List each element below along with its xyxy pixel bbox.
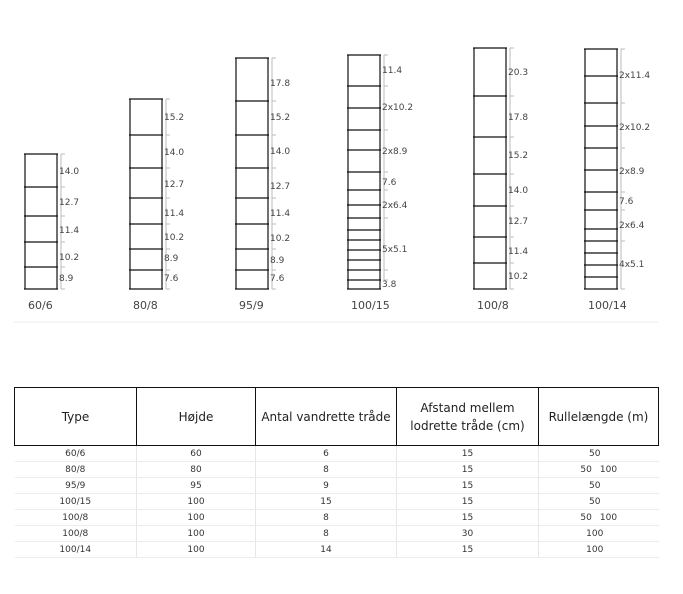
spec-table	[14, 387, 659, 558]
spacing-label: 14.0	[508, 186, 529, 196]
table-row	[15, 462, 659, 478]
fence-type-label: 100/15	[351, 299, 390, 312]
roll-value-2: 100	[599, 512, 618, 523]
col-header-height: Højde	[137, 388, 256, 446]
spacing-label: 11.4	[382, 66, 403, 76]
spacing-label: 10.2	[508, 272, 529, 282]
cell-wires: 8	[256, 510, 397, 526]
fence-type-label: 80/8	[133, 299, 158, 312]
spacing-label: 15.2	[270, 113, 291, 123]
fence-type-label: 60/6	[28, 299, 53, 312]
spacing-label: 4x5.1	[619, 260, 645, 270]
cell-roll-length	[539, 478, 659, 494]
spacing-label: 10.2	[59, 253, 80, 263]
fence-60-6	[24, 154, 79, 312]
fence-95-9	[235, 58, 290, 312]
cell-type: 100/14	[15, 542, 137, 558]
spacing-label: 15.2	[508, 151, 529, 161]
cell-spacing: 15	[397, 494, 539, 510]
spacing-label: 11.4	[164, 209, 185, 219]
fence-100-14	[584, 49, 650, 312]
spacing-label: 20.3	[508, 68, 529, 78]
cell-type: 80/8	[15, 462, 137, 478]
spacing-label: 8.9	[270, 256, 285, 266]
cell-roll-length	[539, 494, 659, 510]
fence-type-label: 100/8	[477, 299, 509, 312]
col-header-vertical-spacing: Afstand mellem lodrette tråde (cm)	[397, 388, 539, 446]
cell-wires: 14	[256, 542, 397, 558]
cell-type: 100/15	[15, 494, 137, 510]
cell-type: 60/6	[15, 446, 137, 462]
fence-100-15	[347, 55, 413, 312]
table-row	[15, 526, 659, 542]
cell-spacing: 15	[397, 478, 539, 494]
cell-height: 60	[137, 446, 256, 462]
spacing-label: 11.4	[59, 226, 80, 236]
cell-roll-length	[539, 510, 659, 526]
cell-wires: 8	[256, 462, 397, 478]
spacing-label: 12.7	[270, 182, 291, 192]
spacing-label: 2x8.9	[619, 167, 645, 177]
spacing-label: 14.0	[59, 167, 80, 177]
cell-height: 95	[137, 478, 256, 494]
table-row	[15, 542, 659, 558]
spacing-label: 15.2	[164, 113, 185, 123]
col-header-roll-length: Rullelængde (m)	[539, 388, 659, 446]
table-row	[15, 510, 659, 526]
table-header-row	[15, 388, 659, 446]
spacing-label: 11.4	[508, 247, 529, 257]
spacing-label: 12.7	[508, 217, 529, 227]
cell-spacing: 15	[397, 462, 539, 478]
roll-value: 100	[586, 544, 604, 555]
cell-wires: 6	[256, 446, 397, 462]
cell-type: 95/9	[15, 478, 137, 494]
spacing-label: 8.9	[164, 254, 179, 264]
fence-80-8	[129, 99, 184, 312]
table-row	[15, 446, 659, 462]
cell-wires: 8	[256, 526, 397, 542]
roll-value-2: 100	[599, 464, 618, 475]
cell-roll-length	[539, 462, 659, 478]
cell-height: 100	[137, 494, 256, 510]
cell-spacing: 15	[397, 446, 539, 462]
cell-wires: 9	[256, 478, 397, 494]
spacing-label: 10.2	[164, 233, 185, 243]
spacing-label: 12.7	[59, 198, 80, 208]
spacing-label: 17.8	[270, 79, 291, 89]
roll-value: 50	[580, 512, 592, 523]
cell-spacing: 15	[397, 542, 539, 558]
cell-height: 100	[137, 510, 256, 526]
cell-roll-length	[539, 526, 659, 542]
spacing-label: 2x10.2	[619, 123, 651, 133]
cell-height: 100	[137, 526, 256, 542]
spacing-label: 5x5.1	[382, 245, 408, 255]
col-header-type: Type	[15, 388, 137, 446]
spacing-label: 3.8	[382, 280, 397, 290]
roll-value: 50	[580, 464, 592, 475]
spacing-label: 11.4	[270, 209, 291, 219]
roll-value: 50	[589, 496, 601, 507]
spacing-label: 2x11.4	[619, 71, 651, 81]
table-row	[15, 494, 659, 510]
cell-spacing: 30	[397, 526, 539, 542]
spacing-label: 7.6	[270, 274, 285, 284]
roll-value: 50	[589, 480, 601, 491]
spacing-label: 14.0	[164, 148, 185, 158]
fence-type-label: 95/9	[239, 299, 264, 312]
roll-value: 50	[589, 448, 601, 459]
cell-type: 100/8	[15, 510, 137, 526]
cell-wires: 15	[256, 494, 397, 510]
spacing-label: 7.6	[619, 197, 634, 207]
spacing-label: 17.8	[508, 113, 529, 123]
fence-100-8	[473, 48, 528, 312]
spacing-label: 2x8.9	[382, 147, 408, 157]
cell-roll-length	[539, 446, 659, 462]
spacing-label: 2x10.2	[382, 103, 414, 113]
cell-height: 80	[137, 462, 256, 478]
spacing-label: 2x6.4	[382, 201, 408, 211]
cell-height: 100	[137, 542, 256, 558]
cell-roll-length	[539, 542, 659, 558]
roll-value: 100	[586, 528, 604, 539]
table-row	[15, 478, 659, 494]
spacing-label: 14.0	[270, 147, 291, 157]
spacing-label: 8.9	[59, 274, 74, 284]
spacing-label: 12.7	[164, 180, 185, 190]
spacing-label: 7.6	[164, 274, 179, 284]
fence-type-label: 100/14	[588, 299, 627, 312]
cell-type: 100/8	[15, 526, 137, 542]
spacing-label: 10.2	[270, 234, 291, 244]
spacing-label: 2x6.4	[619, 221, 645, 231]
col-header-horizontal-wires: Antal vandrette tråde	[256, 388, 397, 446]
cell-spacing: 15	[397, 510, 539, 526]
spacing-label: 7.6	[382, 178, 397, 188]
